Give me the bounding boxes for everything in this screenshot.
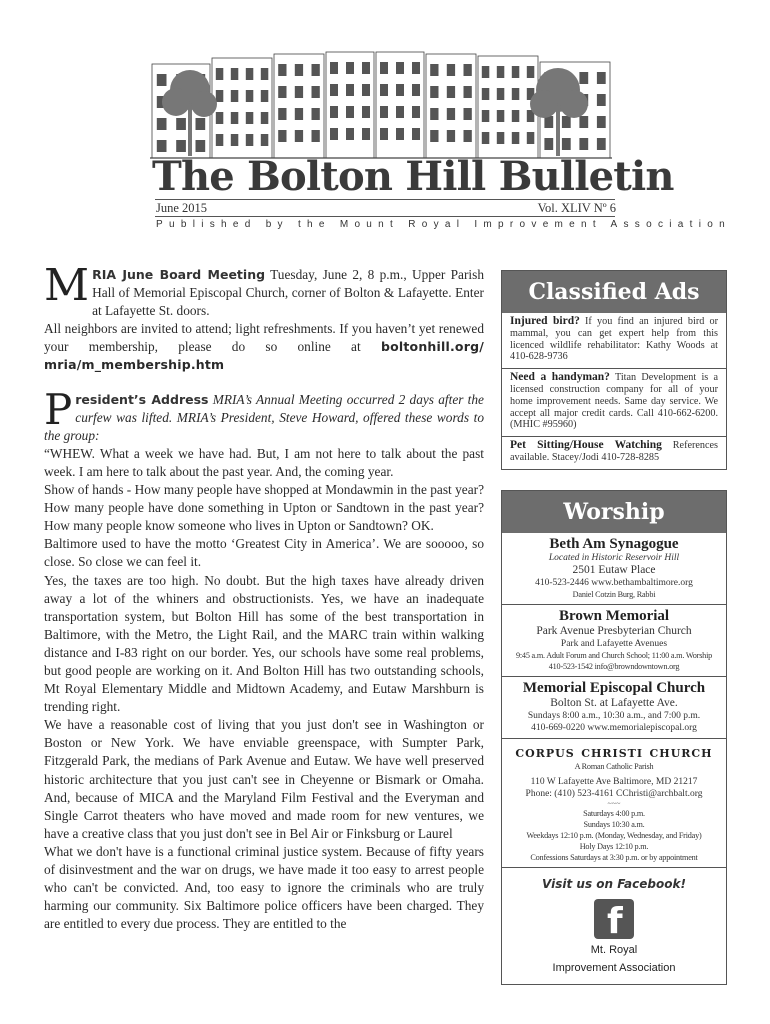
church-rabbi: Daniel Cotzin Burg, Rabbi (572, 590, 656, 599)
window-shape (527, 132, 535, 144)
window-shape (497, 132, 505, 144)
window-shape (512, 132, 520, 144)
window-shape (312, 86, 320, 98)
window-shape (430, 64, 438, 76)
window-shape (261, 112, 269, 124)
window-shape (447, 130, 455, 142)
window-shape (231, 134, 239, 146)
window-shape (196, 140, 206, 152)
window-shape (482, 132, 490, 144)
window-shape (597, 138, 606, 150)
window-shape (216, 90, 224, 102)
ad-handyman (502, 369, 726, 437)
window-shape (412, 128, 420, 140)
worship-box (501, 490, 727, 985)
window-shape (512, 110, 520, 122)
ad-text: References available. Stacey/Jodi 410-728-8285 (510, 440, 719, 463)
window-shape (544, 138, 553, 150)
window-shape (278, 64, 286, 76)
window-shape (562, 116, 571, 128)
church-name: corpus christi church (515, 742, 713, 761)
church-name: Beth Am Synagogue (549, 536, 679, 552)
window-shape (231, 68, 239, 80)
ad-pet-sitting (502, 437, 726, 469)
window-shape (362, 84, 370, 96)
window-shape (562, 138, 571, 150)
window-shape (216, 134, 224, 146)
presidents-address-intro: MRIA’s Annual Meeting occurred 2 days after the curfew was lifted. MRIA’s President, Steve Howard, offered these words to the group: (44, 391, 484, 443)
window-shape (278, 86, 286, 98)
ad-text: If you find an injured bird or mammal, you can get expert help from this licenced wildlife rehabilitator: Kathy Woods at 410-628-9736 (510, 316, 718, 363)
ad-injured-bird (502, 313, 726, 369)
window-shape (312, 130, 320, 142)
church-corpus-christi (502, 739, 726, 868)
window-shape (330, 84, 338, 96)
masthead-rule-bottom (155, 216, 615, 217)
church-subtitle: A Roman Catholic Parish (574, 762, 654, 771)
window-shape (157, 118, 167, 130)
window-shape (278, 108, 286, 120)
window-shape (330, 128, 338, 140)
church-separator: ~~~ (607, 799, 621, 808)
main-column (44, 260, 484, 933)
window-shape (447, 86, 455, 98)
window-shape (261, 68, 269, 80)
window-shape (380, 84, 388, 96)
membership-link[interactable]: boltonhill.org/ mria/m_membership.htm (44, 339, 484, 373)
rowhouses-illustration (150, 44, 612, 160)
presidents-address-kicker: resident’s Address (75, 391, 209, 407)
church-schedule: 9:45 a.m. Adult Forum and Church School; 11:00 a.m. Worship (515, 651, 713, 660)
window-shape (412, 62, 420, 74)
board-meeting-body: All neighbors are invited to attend; light refreshments. If you haven’t yet renewed your membership, please do so online at (44, 321, 484, 355)
facebook-org-line2: Improvement Association (552, 962, 676, 974)
window-shape (464, 64, 472, 76)
window-shape (430, 86, 438, 98)
window-shape (362, 62, 370, 74)
window-shape (579, 72, 588, 84)
church-schedule: Sundays 8:00 a.m., 10:30 a.m., and 7:00 p.m. (527, 711, 701, 721)
window-shape (579, 116, 588, 128)
facebook-section[interactable] (502, 868, 726, 984)
window-shape (430, 108, 438, 120)
window-shape (396, 106, 404, 118)
window-shape (597, 72, 606, 84)
church-brown-memorial (502, 605, 726, 677)
facebook-title[interactable]: Visit us on Facebook! (542, 877, 686, 891)
window-shape (447, 64, 455, 76)
window-shape (380, 128, 388, 140)
issue-volume: Vol. XLIV Nº 6 (537, 201, 616, 215)
article-presidents-address (44, 384, 484, 934)
window-shape (346, 62, 354, 74)
church-phone: Phone: (410) 523-4161 CChristi@archbalt.org (525, 789, 703, 799)
window-shape (176, 140, 186, 152)
window-shape (295, 64, 303, 76)
church-saturdays: Saturdays 4:00 p.m. (583, 809, 645, 818)
church-address: 110 W Lafayette Ave Baltimore, MD 21217 (530, 777, 698, 787)
church-address: Park and Lafayette Avenues (560, 639, 668, 649)
window-shape (346, 128, 354, 140)
bulletin-title: The Bolton Hill Bulletin (152, 153, 674, 200)
address-paragraph: Yes, the taxes are too high. No doubt. But the high taxes have already driven away a lot of the whiners and obstructionists. Yes, we have an inadequate transportation system, but Bolton Hill has some of the best transportation in Baltimore, with the Metro, the Light Rail, and the MARC train within walking distance and I-83 right on our border. Yes, our schools have some real problems, but good people are working on it. And Bolton Hill has two outstanding schools, Mt Royal Elementary Middle and Midtown Academy, and Eutaw Marshburn is trending right. (44, 572, 484, 715)
ad-lead: Need a handyman? (510, 371, 610, 384)
issue-date: June 2015 (156, 201, 208, 215)
church-weekdays: Weekdays 12:10 p.m. (Monday, Wednesday, and Friday) (526, 831, 702, 840)
ad-lead: Injured bird? (510, 315, 580, 327)
window-shape (380, 106, 388, 118)
facebook-icon[interactable] (594, 899, 634, 942)
window-shape (295, 108, 303, 120)
window-shape (579, 138, 588, 150)
church-memorial-episcopal (502, 677, 726, 739)
church-holy-days: Holy Days 12:10 p.m. (579, 842, 649, 851)
church-contact: 410-523-2446 www.bethambaltimore.org (535, 578, 693, 588)
church-subtitle: Park Avenue Presbyterian Church (536, 625, 692, 637)
window-shape (430, 130, 438, 142)
window-shape (216, 112, 224, 124)
window-shape (261, 134, 269, 146)
window-shape (312, 108, 320, 120)
window-shape (412, 106, 420, 118)
window-shape (196, 118, 206, 130)
window-shape (362, 106, 370, 118)
classified-ads-header: Classified Ads (502, 271, 726, 313)
window-shape (278, 130, 286, 142)
window-shape (482, 88, 490, 100)
ad-lead: Pet Sitting/House Watching (510, 439, 662, 452)
board-meeting-intro: Tuesday, June 2, 8 p.m., Upper Parish Hall of Memorial Episcopal Church, corner of Bolton & Lafayette. Enter at Lafayette St. doors. (92, 267, 484, 319)
window-shape (482, 66, 490, 78)
window-shape (246, 68, 254, 80)
window-shape (330, 62, 338, 74)
church-contact: 410-523-1542 info@browndowntown.org (548, 662, 680, 671)
issue-row (156, 201, 616, 216)
address-paragraph: Baltimore used to have the motto ‘Greatest City in America’. We are sooooo, so close. So close we can feel it. (44, 536, 484, 570)
window-shape (396, 84, 404, 96)
window-shape (246, 134, 254, 146)
window-shape (497, 88, 505, 100)
window-shape (231, 112, 239, 124)
publisher-line: Published by the Mount Royal Improvement Association (156, 219, 731, 230)
window-shape (346, 106, 354, 118)
masthead-rule-top (155, 199, 615, 200)
window-shape (295, 130, 303, 142)
church-beth-am (502, 533, 726, 605)
window-shape (246, 112, 254, 124)
window-shape (512, 88, 520, 100)
window-shape (497, 110, 505, 122)
window-shape (157, 140, 167, 152)
window-shape (362, 128, 370, 140)
window-shape (597, 94, 606, 106)
address-paragraph: We have a reasonable cost of living that you just don't see in Washington or Boston or New York. We have enviable greenspace, with Sumpter Park, Fitzgerald Park, the medians of Park Avenue and Eutaw. We have well preserved historic architecture that you just can't see in Cheyenne or Bismark or Omaha. And, because of MICA and the Maryland Film Festival and the Everyman and Single Carrot theaters who have moved and made room for new ventures, we have a creative class that you just don't see in Bel Air or Finksburg or Laurel (44, 717, 484, 841)
window-shape (512, 66, 520, 78)
facebook-org-line1: Mt. Royal (590, 944, 638, 956)
window-shape (312, 64, 320, 76)
church-location: Located in Historic Reservoir Hill (548, 553, 680, 563)
window-shape (464, 130, 472, 142)
church-confessions: Confessions Saturdays at 3:30 p.m. or by appointment (530, 853, 698, 862)
window-shape (231, 90, 239, 102)
church-name: Memorial Episcopal Church (522, 680, 706, 696)
window-shape (396, 62, 404, 74)
facebook-letter: f (607, 901, 623, 942)
church-name: Brown Memorial (558, 608, 670, 624)
window-shape (396, 128, 404, 140)
window-shape (597, 116, 606, 128)
dropcap-p: P (44, 384, 73, 434)
window-shape (464, 86, 472, 98)
classified-ads-box (501, 270, 727, 470)
window-shape (527, 66, 535, 78)
window-shape (216, 68, 224, 80)
window-shape (447, 108, 455, 120)
church-address: Bolton St. at Lafayette Ave. (550, 697, 678, 709)
church-contact: 410-669-0220 www.memorialepiscopal.org (531, 723, 697, 733)
church-sundays: Sundays 10:30 a.m. (583, 820, 645, 829)
address-paragraph: What we don't have is a functional criminal justice system. Because of fifty years of disinvestment and the war on drugs, we have made it too easy to arrest people who can't be convicted. And, too easy to ignore the criminals who are truly harming our community. Six Baltimore police officers have been charged. They are entitled to every due process. They are entitled to the (44, 843, 484, 932)
window-shape (497, 66, 505, 78)
window-shape (482, 110, 490, 122)
board-meeting-kicker: RIA June Board Meeting (92, 267, 266, 282)
article-board-meeting (44, 260, 484, 375)
dropcap-m: M (44, 260, 90, 311)
church-address: 2501 Eutaw Place (572, 564, 656, 576)
address-paragraph: “WHEW. What a week we have had. But, I am not here to talk about the past week. I am here to talk about the past year. And, the coming year. (44, 445, 484, 479)
window-shape (346, 84, 354, 96)
window-shape (295, 86, 303, 98)
window-shape (330, 106, 338, 118)
window-shape (412, 84, 420, 96)
window-shape (246, 90, 254, 102)
worship-header: Worship (502, 491, 726, 533)
window-shape (157, 74, 167, 86)
window-shape (464, 108, 472, 120)
window-shape (176, 118, 186, 130)
address-paragraph: Show of hands - How many people have shopped at Mondawmin in the past year? How many people have done something in Upton or Sandtown in the past year? How many people know someone who lives in Upton or Sandtown? OK. (44, 482, 484, 534)
ad-text: Titan Development is a licensed construction company for all of your home improvement needs. Same day service. We accept all major credit cards. Call 410-662-6200. (MHIC #95960) (510, 372, 718, 431)
window-shape (261, 90, 269, 102)
window-shape (380, 62, 388, 74)
